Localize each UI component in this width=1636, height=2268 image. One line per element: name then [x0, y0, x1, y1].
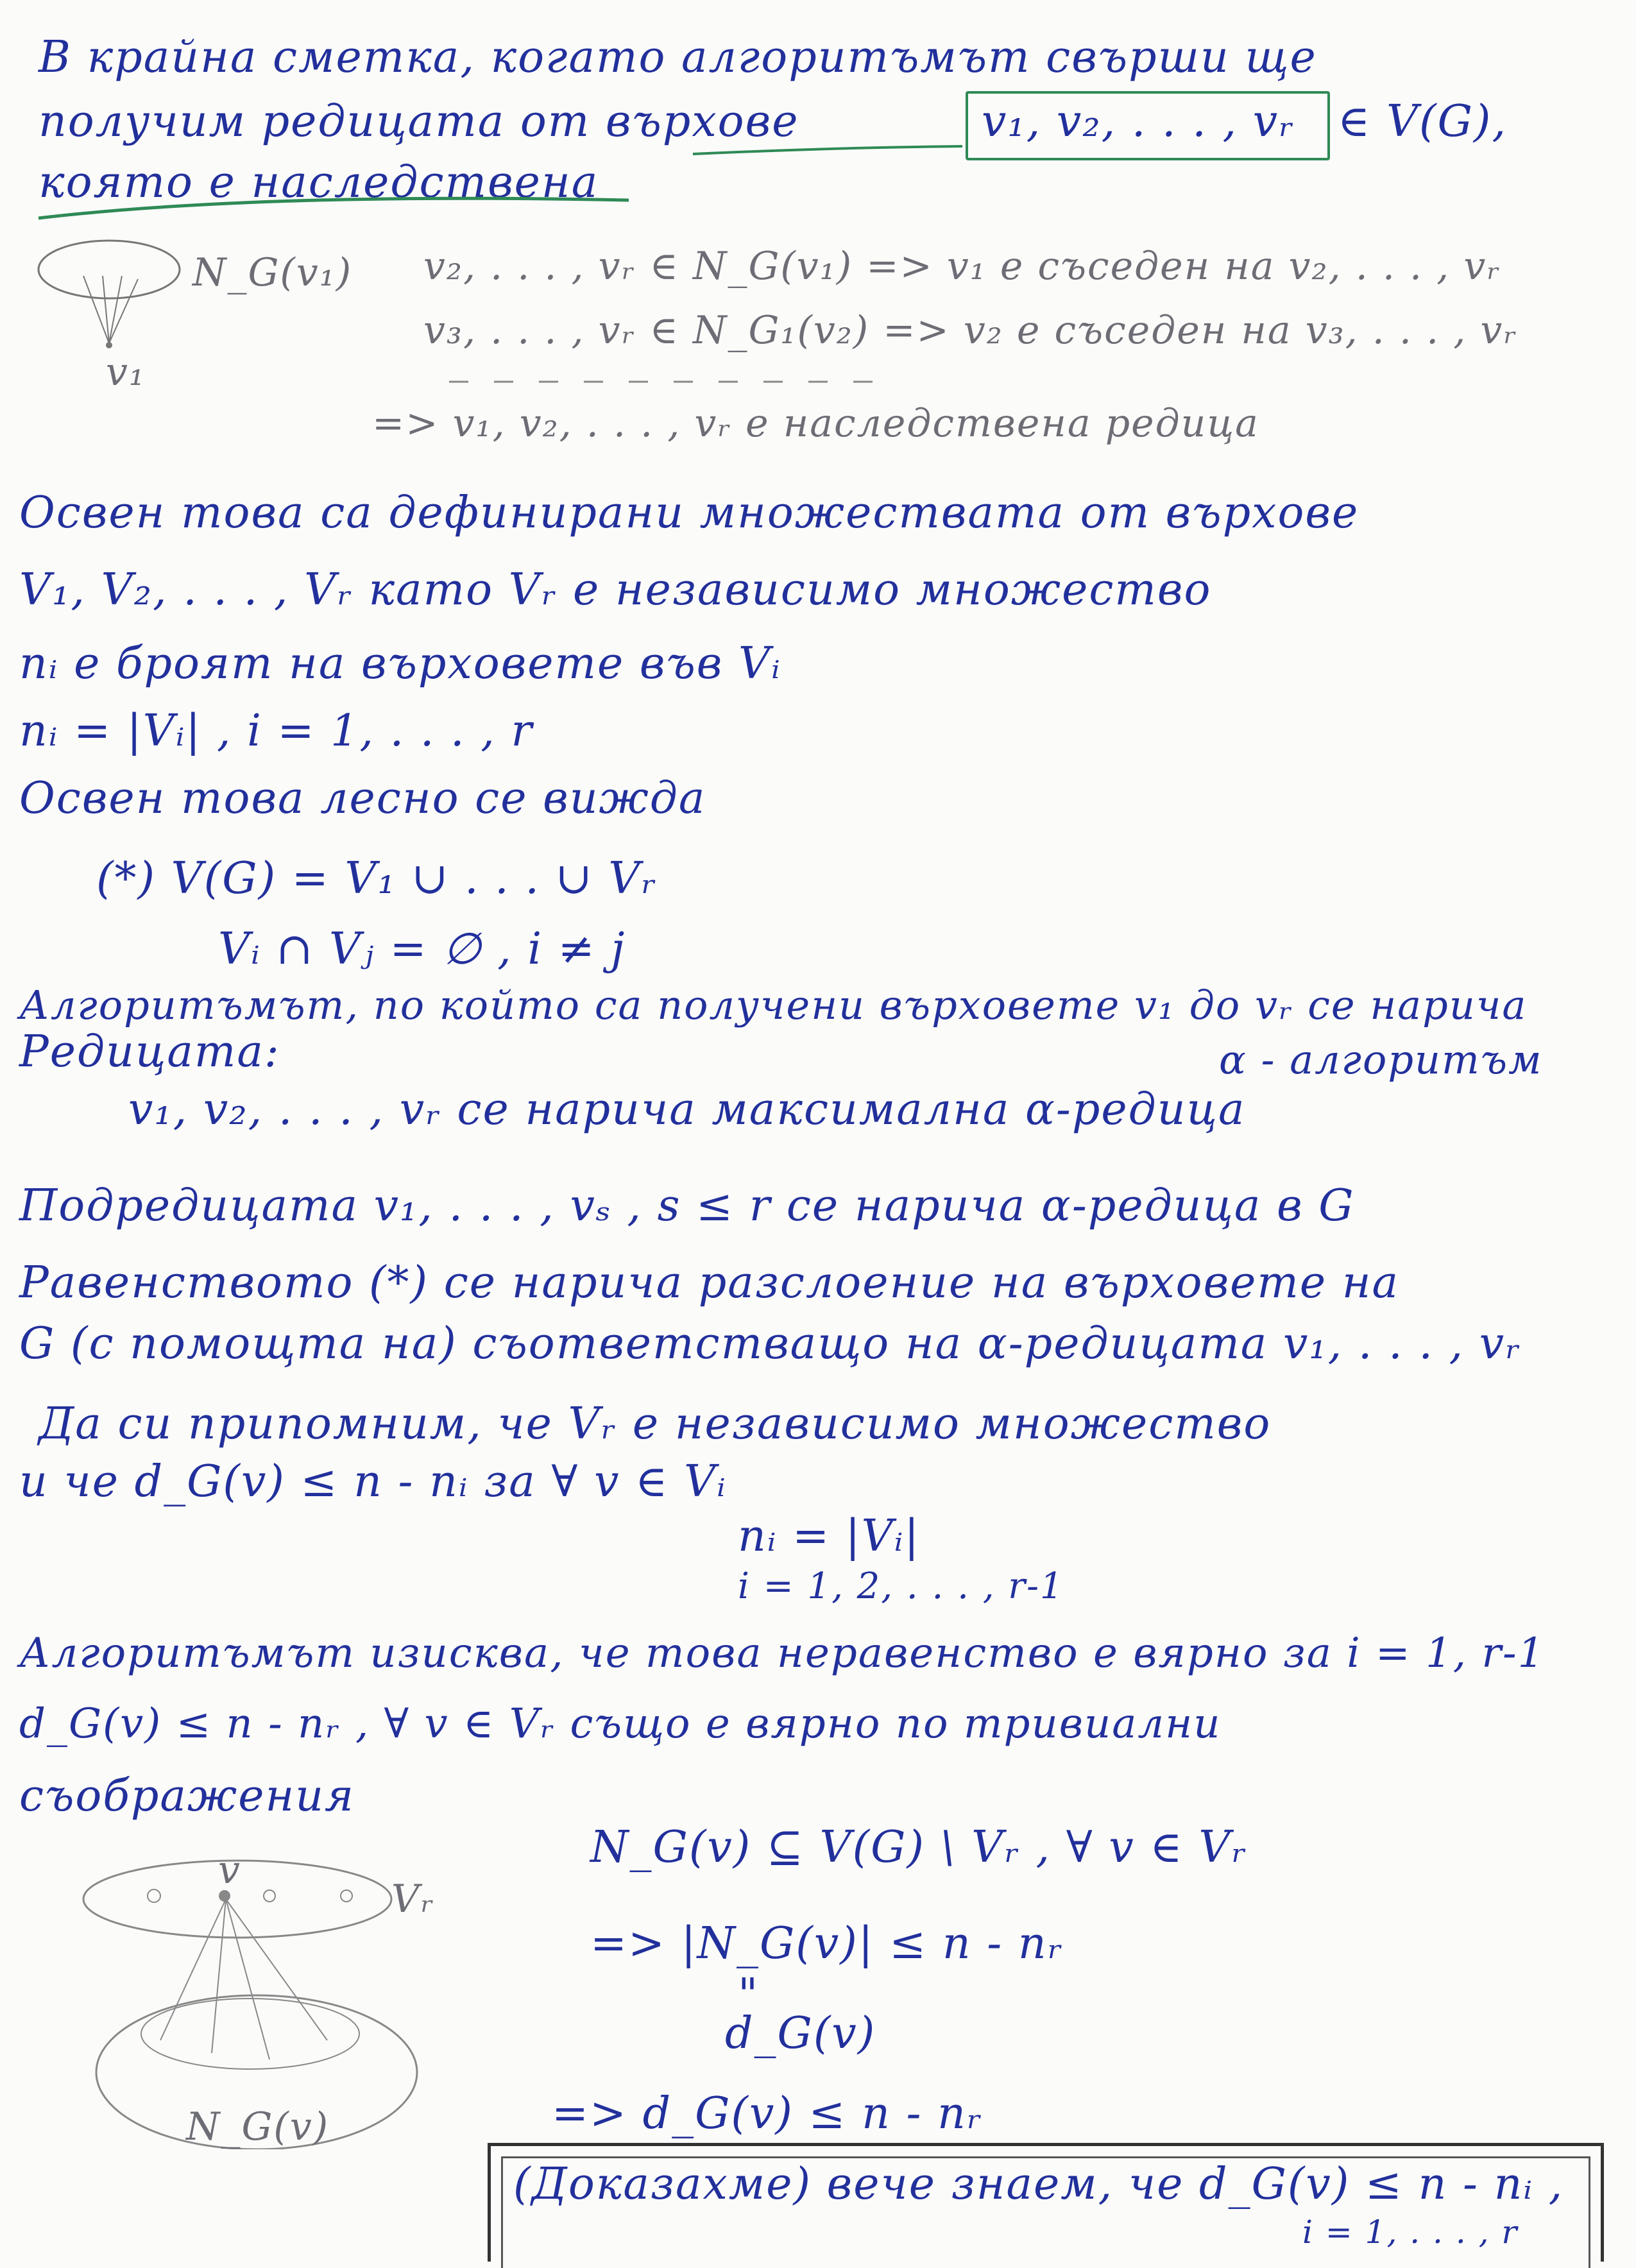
- text-line: Редицата:: [19, 1027, 280, 1077]
- green-underline: [0, 0, 1636, 257]
- text-line: i = 1, 2, . . . , r-1: [738, 1565, 1064, 1607]
- text-line: nᵢ = |Vᵢ|: [738, 1511, 921, 1562]
- text-line: v₁, v₂, . . . , vᵣ се нарича максимална α-редица: [128, 1084, 1246, 1135]
- text-line: Освен това лесно се вижда: [19, 773, 706, 824]
- sketch-label: v₁: [106, 350, 146, 395]
- text-line: (*) V(G) = V₁ ∪ . . . ∪ Vᵣ: [96, 853, 658, 904]
- text-line: Да си припомним, че Vᵣ е независимо множество: [38, 1399, 1272, 1449]
- text-line: N_G(v) ⊆ V(G) \ Vᵣ , ∀ v ∈ Vᵣ: [590, 1822, 1248, 1873]
- text-line: Освен това са дефинирани множествата от върхове: [19, 488, 1359, 538]
- text-line: v₁, v₂, . . . , vᵣ: [982, 96, 1295, 147]
- text-line: => v₁, v₂, . . . , vᵣ е наследствена редица: [372, 401, 1259, 446]
- text-line: ": [738, 1970, 760, 2020]
- text-line: В крайна сметка, когато алгоритъмът свърши ще: [38, 32, 1317, 83]
- text-line: V₁, V₂, . . . , Vᵣ като Vᵣ е независимо множество: [19, 565, 1212, 615]
- text-line: и че d_G(v) ≤ n - nᵢ за ∀ v ∈ Vᵢ: [19, 1456, 727, 1507]
- text-line: i = 1, . . . , r: [1302, 2213, 1519, 2251]
- text-line: v₃, . . . , vᵣ ∈ N_G₁(v₂) => v₂ е съседен на v₃, . . . , vᵣ: [423, 308, 1519, 353]
- sketch-label: N_G(v): [186, 2104, 330, 2149]
- text-line: (Доказахме) вече знаем, че d_G(v) ≤ n - nᵢ ,: [513, 2159, 1564, 2210]
- sketch-label: N_G(v₁): [192, 250, 353, 295]
- text-line: която е наследствена: [38, 157, 599, 208]
- text-line: nᵢ = |Vᵢ| , i = 1, . . . , r: [19, 706, 534, 756]
- text-line: получим редицата от върхове: [38, 96, 799, 147]
- text-line: Алгоритъмът изисква, че това неравенство е вярно за i = 1, r-1: [19, 1630, 1546, 1677]
- text-line: Равенството (*) се нарича разслоение на върховете на: [19, 1258, 1400, 1308]
- text-line: Подредицата v₁, . . . , vₛ , s ≤ r се нарича α-редица в G: [19, 1181, 1355, 1231]
- text-line: α - алгоритъм: [1219, 1036, 1543, 1083]
- text-line: => |N_G(v)| ≤ n - nᵣ: [590, 1918, 1064, 1969]
- sketch-label: v: [218, 1848, 241, 1893]
- text-line: d_G(v) ≤ n - nᵣ , ∀ v ∈ Vᵣ също е вярно по тривиални: [19, 1700, 1222, 1748]
- text-line: съображения: [19, 1771, 355, 1821]
- text-line: Алгоритъмът, по който са получени върховете v₁ до vᵣ се нарича: [19, 982, 1528, 1028]
- text-line: G (с помощта на) съответстващо на α-редицата v₁, . . . , vᵣ: [19, 1318, 1522, 1369]
- text-line: ∈ V(G),: [1338, 96, 1508, 147]
- sketch-label: Vᵣ: [391, 1877, 436, 1922]
- text-line: d_G(v): [725, 2008, 876, 2059]
- text-line: v₂, . . . , vᵣ ∈ N_G(v₁) => v₁ е съседен на v₂, . . . , vᵣ: [423, 244, 1502, 289]
- dash-separator: [449, 375, 898, 388]
- text-line: nᵢ е броят на върховете във Vᵢ: [19, 638, 781, 689]
- text-line: Vᵢ ∩ Vⱼ = ∅ , i ≠ j: [218, 924, 626, 975]
- text-line: => d_G(v) ≤ n - nᵣ: [552, 2088, 984, 2139]
